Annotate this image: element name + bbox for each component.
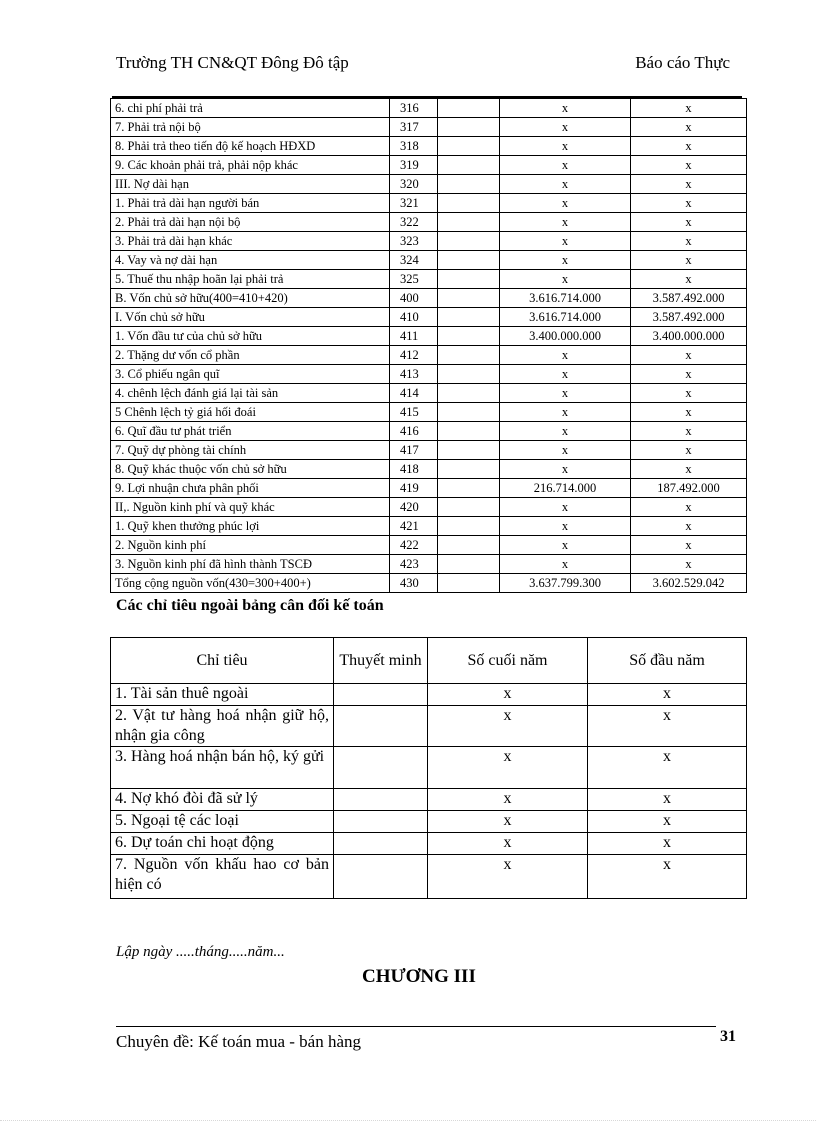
table-row [111,232,747,251]
table-row [111,270,747,289]
row-start-value: x [631,156,747,175]
page-number: 31 [720,1028,736,1045]
row-end-value: x [500,118,631,137]
row-note [438,574,500,593]
table-row [111,789,747,811]
row-code: 323 [390,232,438,251]
row-code: 419 [390,479,438,498]
row-code: 413 [390,365,438,384]
row-end-value: x [500,555,631,574]
row-end-value: x [500,270,631,289]
row-note [438,536,500,555]
row-note [438,460,500,479]
row-end-value: x [428,747,588,789]
row-start-value: x [588,811,747,833]
row-name: 7. Phải trả nội bộ [111,118,390,137]
row-end-value: x [428,706,588,747]
row-label: 2. Vật tư hàng hoá nhận giữ hộ, nhận gia công [111,706,334,747]
row-end-value: x [428,811,588,833]
row-name: 8. Quỹ khác thuộc vốn chủ sở hữu [111,460,390,479]
row-end-value: x [500,422,631,441]
row-name: 7. Quỹ dự phòng tài chính [111,441,390,460]
table-row [111,479,747,498]
row-start-value: x [631,460,747,479]
row-note [438,365,500,384]
row-name: 9. Các khoản phải trả, phải nộp khác [111,156,390,175]
row-start-value: x [631,498,747,517]
row-start-value: x [588,789,747,811]
row-start-value: x [631,422,747,441]
row-start-value: x [631,384,747,403]
row-end-value: x [500,517,631,536]
row-note [334,855,428,899]
row-end-value: x [500,232,631,251]
row-start-value: x [588,855,747,899]
table-row [111,99,747,118]
row-note [438,555,500,574]
row-end-value: x [500,99,631,118]
row-name: 3. Phải trả dài hạn khác [111,232,390,251]
row-start-value: x [631,175,747,194]
row-name: 3. Cổ phiếu ngân quĩ [111,365,390,384]
row-note [438,422,500,441]
table-row [111,403,747,422]
row-end-value: x [500,194,631,213]
table-row [111,327,747,346]
table-row [111,365,747,384]
row-note [334,747,428,789]
header-item: Chỉ tiêu [111,638,334,684]
row-name: 1. Quỹ khen thưởng phúc lợi [111,517,390,536]
row-end-value: x [500,498,631,517]
row-note [438,346,500,365]
row-note [438,403,500,422]
row-label: 7. Nguồn vốn khấu hao cơ bản hiện có [111,855,334,899]
row-start-value: x [631,118,747,137]
balance-sheet-table [110,98,747,593]
row-start-value: 187.492.000 [631,479,747,498]
row-label: 5. Ngoại tệ các loại [111,811,334,833]
row-end-value: 3.400.000.000 [500,327,631,346]
row-name: 6. chi phí phải trả [111,99,390,118]
row-note [334,684,428,706]
row-start-value: x [631,555,747,574]
row-note [334,706,428,747]
row-name: 1. Vốn đầu tư của chủ sở hữu [111,327,390,346]
row-name: 6. Quĩ đầu tư phát triển [111,422,390,441]
row-note [438,308,500,327]
header-school-name: Trường TH CN&QT Đông Đô tập [116,53,349,72]
row-label: 1. Tài sản thuê ngoài [111,684,334,706]
header-report-title: Báo cáo Thực [635,53,730,72]
table-row [111,156,747,175]
row-start-value: 3.602.529.042 [631,574,747,593]
row-start-value: x [588,684,747,706]
row-start-value: x [631,346,747,365]
table-row [111,706,747,747]
table-row [111,346,747,365]
table-row [111,747,747,789]
row-code: 417 [390,441,438,460]
row-end-value: x [500,346,631,365]
row-note [334,789,428,811]
row-name: 5 Chênh lệch tỷ giá hối đoái [111,403,390,422]
row-end-value: 3.616.714.000 [500,289,631,308]
table-row [111,289,747,308]
row-code: 412 [390,346,438,365]
table-row [111,213,747,232]
row-start-value: x [631,232,747,251]
row-end-value: x [500,365,631,384]
table-row [111,194,747,213]
row-start-value: 3.400.000.000 [631,327,747,346]
row-code: 324 [390,251,438,270]
row-end-value: 3.637.799.300 [500,574,631,593]
row-code: 421 [390,517,438,536]
row-start-value: x [631,517,747,536]
row-end-value: x [428,833,588,855]
row-name: 9. Lợi nhuận chưa phân phối [111,479,390,498]
row-code: 319 [390,156,438,175]
row-name: 2. Nguồn kinh phí [111,536,390,555]
row-name: III. Nợ dài hạn [111,175,390,194]
footer-divider [116,1026,716,1027]
table-row [111,684,747,706]
row-end-value: x [500,384,631,403]
table-row [111,517,747,536]
row-note [438,213,500,232]
page-edge-divider [0,1120,816,1121]
row-code: 418 [390,460,438,479]
row-name: 4. Vay và nợ dài hạn [111,251,390,270]
row-end-value: 3.616.714.000 [500,308,631,327]
table-row [111,811,747,833]
row-label: 3. Hàng hoá nhận bán hộ, ký gửi [111,747,334,789]
footer-topic: Chuyên đề: Kế toán mua - bán hàng [116,1032,362,1051]
row-note [438,194,500,213]
row-start-value: x [631,365,747,384]
table-row [111,833,747,855]
row-code: 420 [390,498,438,517]
row-code: 416 [390,422,438,441]
row-name: Tổng cộng nguồn vốn(430=300+400+) [111,574,390,593]
row-note [438,289,500,308]
row-note [438,232,500,251]
table-row [111,855,747,899]
chapter-heading: CHƯƠNG III [362,966,476,987]
row-code: 400 [390,289,438,308]
table-row [111,118,747,137]
row-note [438,327,500,346]
off-balance-table [110,637,747,899]
row-end-value: x [428,789,588,811]
table-row [111,574,747,593]
row-name: II,. Nguồn kinh phí và quỹ khác [111,498,390,517]
row-start-value: x [631,270,747,289]
row-end-value: x [500,403,631,422]
row-code: 411 [390,327,438,346]
row-end-value: x [500,251,631,270]
row-note [438,137,500,156]
row-start-value: x [588,747,747,789]
row-note [438,441,500,460]
row-start-value: x [631,251,747,270]
row-name: 4. chênh lệch đánh giá lại tài sản [111,384,390,403]
row-start-value: 3.587.492.000 [631,289,747,308]
row-code: 321 [390,194,438,213]
row-code: 410 [390,308,438,327]
table-row [111,460,747,479]
row-name: B. Vốn chủ sở hữu(400=410+420) [111,289,390,308]
off-balance-header-row [111,638,747,684]
row-end-value: x [500,460,631,479]
row-end-value: x [500,536,631,555]
off-balance-title: Các chỉ tiêu ngoài bảng cân đối kế toán [116,597,384,614]
row-start-value: x [631,213,747,232]
row-name: 2. Thặng dư vốn cổ phần [111,346,390,365]
row-label: 6. Dự toán chi hoạt động [111,833,334,855]
row-name: 3. Nguồn kinh phí đã hình thành TSCĐ [111,555,390,574]
row-name: 1. Phải trả dài hạn người bán [111,194,390,213]
row-code: 318 [390,137,438,156]
table-row [111,536,747,555]
row-note [438,498,500,517]
row-code: 322 [390,213,438,232]
row-code: 320 [390,175,438,194]
row-code: 325 [390,270,438,289]
balance-sheet-body [111,99,747,593]
header-start-of-year: Số đầu năm [588,638,747,684]
row-end-value: x [500,441,631,460]
row-code: 317 [390,118,438,137]
row-note [438,175,500,194]
row-code: 423 [390,555,438,574]
row-label: 4. Nợ khó đòi đã sử lý [111,789,334,811]
row-start-value: x [631,99,747,118]
table-row [111,384,747,403]
header-end-of-year: Số cuối năm [428,638,588,684]
row-code: 414 [390,384,438,403]
table-row [111,308,747,327]
row-name: I. Vốn chủ sở hữu [111,308,390,327]
table-row [111,137,747,156]
row-end-value: 216.714.000 [500,479,631,498]
row-name: 8. Phải trả theo tiến độ kế hoạch HĐXD [111,137,390,156]
row-end-value: x [500,156,631,175]
row-note [438,251,500,270]
row-end-value: x [500,175,631,194]
table-row [111,422,747,441]
row-code: 316 [390,99,438,118]
row-end-value: x [500,213,631,232]
row-note [438,384,500,403]
row-end-value: x [500,137,631,156]
table-row [111,555,747,574]
signature-date: Lập ngày .....tháng.....năm... [116,944,285,960]
row-start-value: x [631,137,747,156]
row-code: 430 [390,574,438,593]
row-note [438,270,500,289]
row-note [438,517,500,536]
table-row [111,251,747,270]
row-note [334,833,428,855]
row-name: 5. Thuế thu nhập hoãn lại phải trả [111,270,390,289]
row-note [438,99,500,118]
row-note [438,479,500,498]
row-end-value: x [428,684,588,706]
row-note [438,118,500,137]
row-start-value: x [588,833,747,855]
row-start-value: x [631,441,747,460]
row-start-value: x [631,403,747,422]
row-name: 2. Phải trả dài hạn nội bộ [111,213,390,232]
row-note [438,156,500,175]
row-note [334,811,428,833]
row-start-value: x [588,706,747,747]
table-row [111,498,747,517]
row-code: 422 [390,536,438,555]
row-start-value: 3.587.492.000 [631,308,747,327]
table-row [111,441,747,460]
row-code: 415 [390,403,438,422]
table-row [111,175,747,194]
row-end-value: x [428,855,588,899]
off-balance-body [111,684,747,899]
row-start-value: x [631,536,747,555]
header-note: Thuyết minh [334,638,428,684]
row-start-value: x [631,194,747,213]
